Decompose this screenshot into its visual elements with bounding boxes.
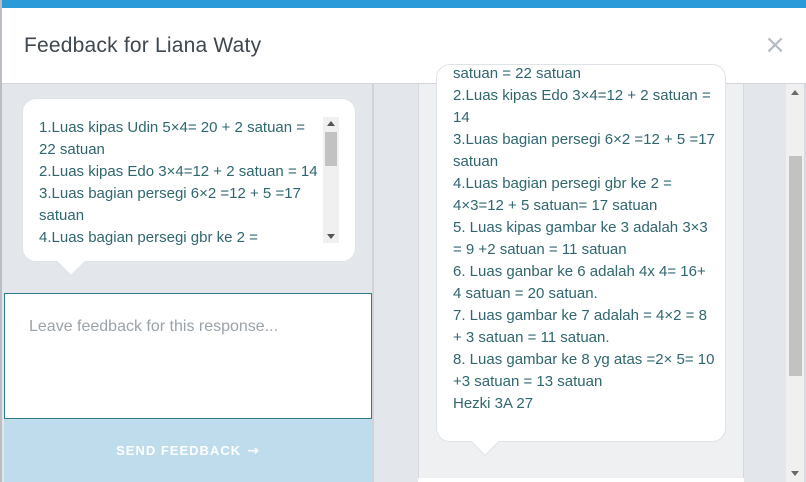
arrow-right-icon: → (247, 442, 260, 459)
response-line: 6. Luas ganbar ke 6 adalah 4x 4= 16+ 4 satuan = 20 satuan. (453, 263, 706, 302)
scrollbar-thumb[interactable] (325, 132, 337, 166)
response-line: 2.Luas kipas Edo 3×4=12 + 2 satuan = 14 (39, 163, 318, 180)
response-bubble-full (436, 64, 726, 442)
response-text-full (453, 63, 715, 415)
send-feedback-label: SEND FEEDBACK (116, 443, 242, 458)
response-line: 8. Luas gambar ke 8 yg atas =2× 5= 10 +3 satuan = 13 satuan (453, 351, 715, 390)
page-scrollbar[interactable] (786, 84, 804, 482)
close-icon[interactable]: × (764, 30, 786, 60)
response-line: 4.Luas bagian persegi gbr ke 2 = 4×3=12 + 5 satuan= 17 satuan (453, 175, 672, 214)
scroll-up-icon[interactable] (327, 121, 335, 126)
feedback-input[interactable] (5, 294, 371, 418)
response-text (39, 117, 323, 246)
scroll-down-icon[interactable] (791, 471, 799, 476)
response-line: 5. Luas kipas gambar ke 3 adalah 3×3 = 9 +2 satuan = 11 satuan (453, 219, 708, 258)
top-accent-bar (2, 0, 806, 8)
response-scrollbar[interactable] (323, 117, 339, 243)
response-line: 1.Luas kipas Udin 5×4= 20 + 2 satuan = 22 satuan (39, 119, 306, 158)
send-feedback-button[interactable] (4, 419, 372, 482)
scrollbar-thumb[interactable] (789, 156, 802, 376)
response-bubble (22, 98, 356, 262)
response-line: 3.Luas bagian persegi 6×2 =12 + 5 =17 satuan (453, 131, 715, 170)
response-signature: Hezki 3A 27 (453, 395, 534, 412)
scroll-up-icon[interactable] (791, 90, 799, 95)
left-panel (4, 84, 372, 482)
response-line: 4.Luas bagian persegi gbr ke 2 = (39, 229, 258, 246)
bubble-tail (57, 248, 85, 276)
response-line: 3.Luas bagian persegi 6×2 =12 + 5 =17 satuan (39, 185, 301, 224)
response-line: 7. Luas gambar ke 7 adalah = 4×2 = 8 + 3 satuan = 11 satuan. (453, 307, 707, 346)
modal-title: Feedback for Liana Waty (24, 34, 262, 57)
response-line: 2.Luas kipas Edo 3×4=12 + 2 satuan = 14 (453, 87, 711, 126)
card-bottom (418, 478, 744, 482)
right-panel (374, 65, 786, 482)
scroll-down-icon[interactable] (327, 234, 335, 239)
feedback-field-wrapper (4, 293, 372, 419)
response-line: satuan = 22 satuan (453, 65, 582, 82)
